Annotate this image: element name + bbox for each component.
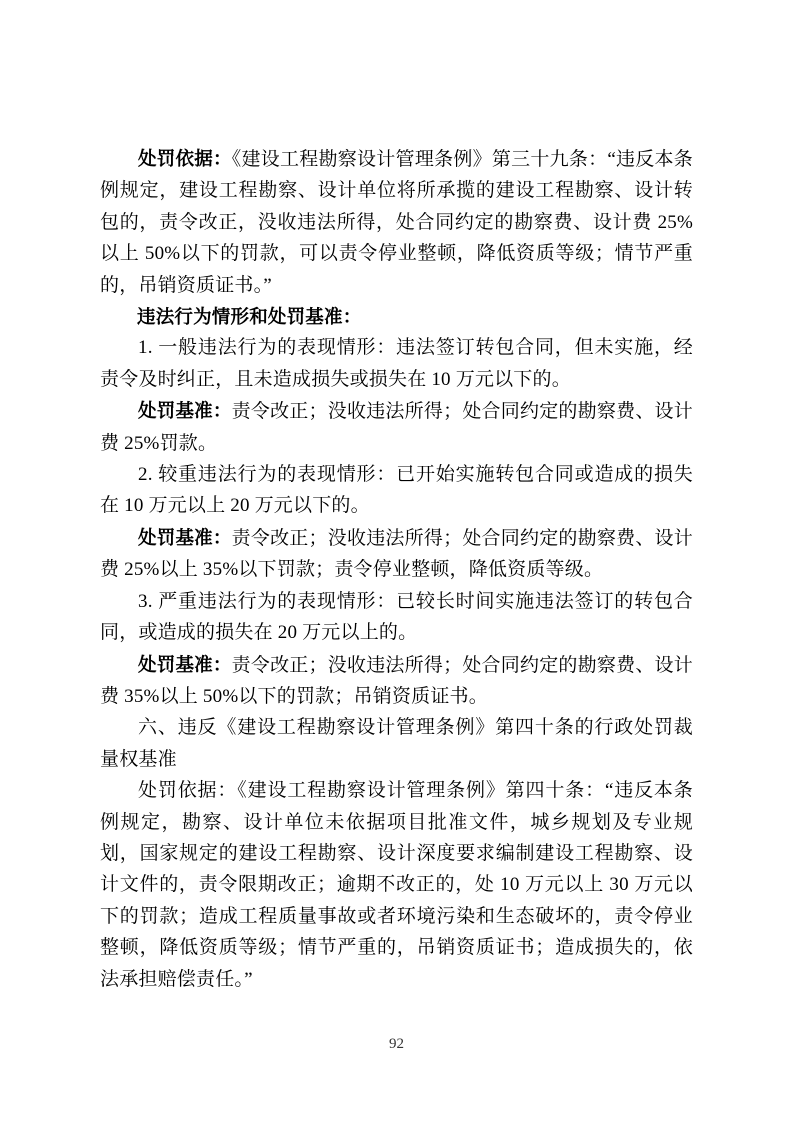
paragraph-penalty-basis-article-40 [100, 775, 693, 995]
paragraph-text: 3. 严重违法行为的表现情形：已较长时间实施违法签订的转包合同，或造成的损失在 20 万元以上的。 [100, 590, 693, 644]
paragraph-penalty-basis-article-39 [100, 143, 693, 301]
paragraph-violation-and-penalty-heading [100, 301, 693, 332]
paragraph-penalty-standard-1 [100, 395, 693, 459]
paragraph-text: 1. 一般违法行为的表现情形：违法签订转包合同，但未实施，经责令及时纠正，且未造成损失或损失在 10 万元以下的。 [100, 337, 693, 390]
paragraph-item-2-serious-violation [100, 459, 693, 522]
paragraph-text: 处罚依据：《建设工程勘察设计管理条例》第四十条：“违反本条例规定，勘察、设计单位未依据项目批准文件，城乡规划及专业规划，国家规定的建设工程勘察、设计深度要求编制建设工程勘察、设计文件的，责令限期改正；逾期不改正的，处 10 万元以上 30 万元以下的罚款；造成工程质量事故或者环境污染和生态破坏的，责令停业整顿，降低资质等级；情节严重的，吊销资质证书；造成损失的，依法承担赔偿责任。” [100, 780, 693, 990]
paragraph-text: 六、违反《建设工程勘察设计管理条例》第四十条的行政处罚裁量权基准 [100, 717, 693, 770]
paragraph-text: 2. 较重违法行为的表现情形：已开始实施转包合同或造成的损失在 10 万元以上 20 万元以下的。 [100, 464, 693, 517]
paragraph-text: 违法行为情形和处罚基准： [137, 306, 362, 328]
paragraph-penalty-standard-3 [100, 649, 693, 713]
paragraph-lead: 处罚依据： [138, 148, 232, 169]
page-number: 92 [389, 1036, 404, 1052]
paragraph-item-1-general-violation [100, 332, 693, 395]
paragraph-section-6-heading [100, 712, 693, 775]
paragraph-penalty-standard-2 [100, 522, 693, 586]
paragraph-lead: 处罚基准： [138, 400, 232, 422]
paragraph-lead: 处罚基准： [138, 653, 232, 675]
document-body [100, 143, 693, 995]
paragraph-text: 责令改正；没收违法所得；处合同约定的勘察费、设计费 35%以上 50%以下的罚款；吊销资质证书。 [100, 654, 693, 707]
paragraph-text: 责令改正；没收违法所得；处合同约定的勘察费、设计费 25%罚款。 [100, 401, 693, 454]
paragraph-text: 责令改正；没收违法所得；处合同约定的勘察费、设计费 25%以上 35%以下罚款；责令停业整顿，降低资质等级。 [100, 527, 693, 581]
paragraph-item-3-severe-violation [100, 586, 693, 649]
paragraph-lead: 处罚基准： [138, 526, 232, 548]
paragraph-text: 《建设工程勘察设计管理条例》第三十九条：“违反本条例规定，建设工程勘察、设计单位将所承揽的建设工程勘察、设计转包的，责令改正，没收违法所得，处合同约定的勘察费、设计费 25%以上 50%以下的罚款，可以责令停业整顿，降低资质等级；情节严重的，吊销资质证书。” [100, 149, 693, 296]
